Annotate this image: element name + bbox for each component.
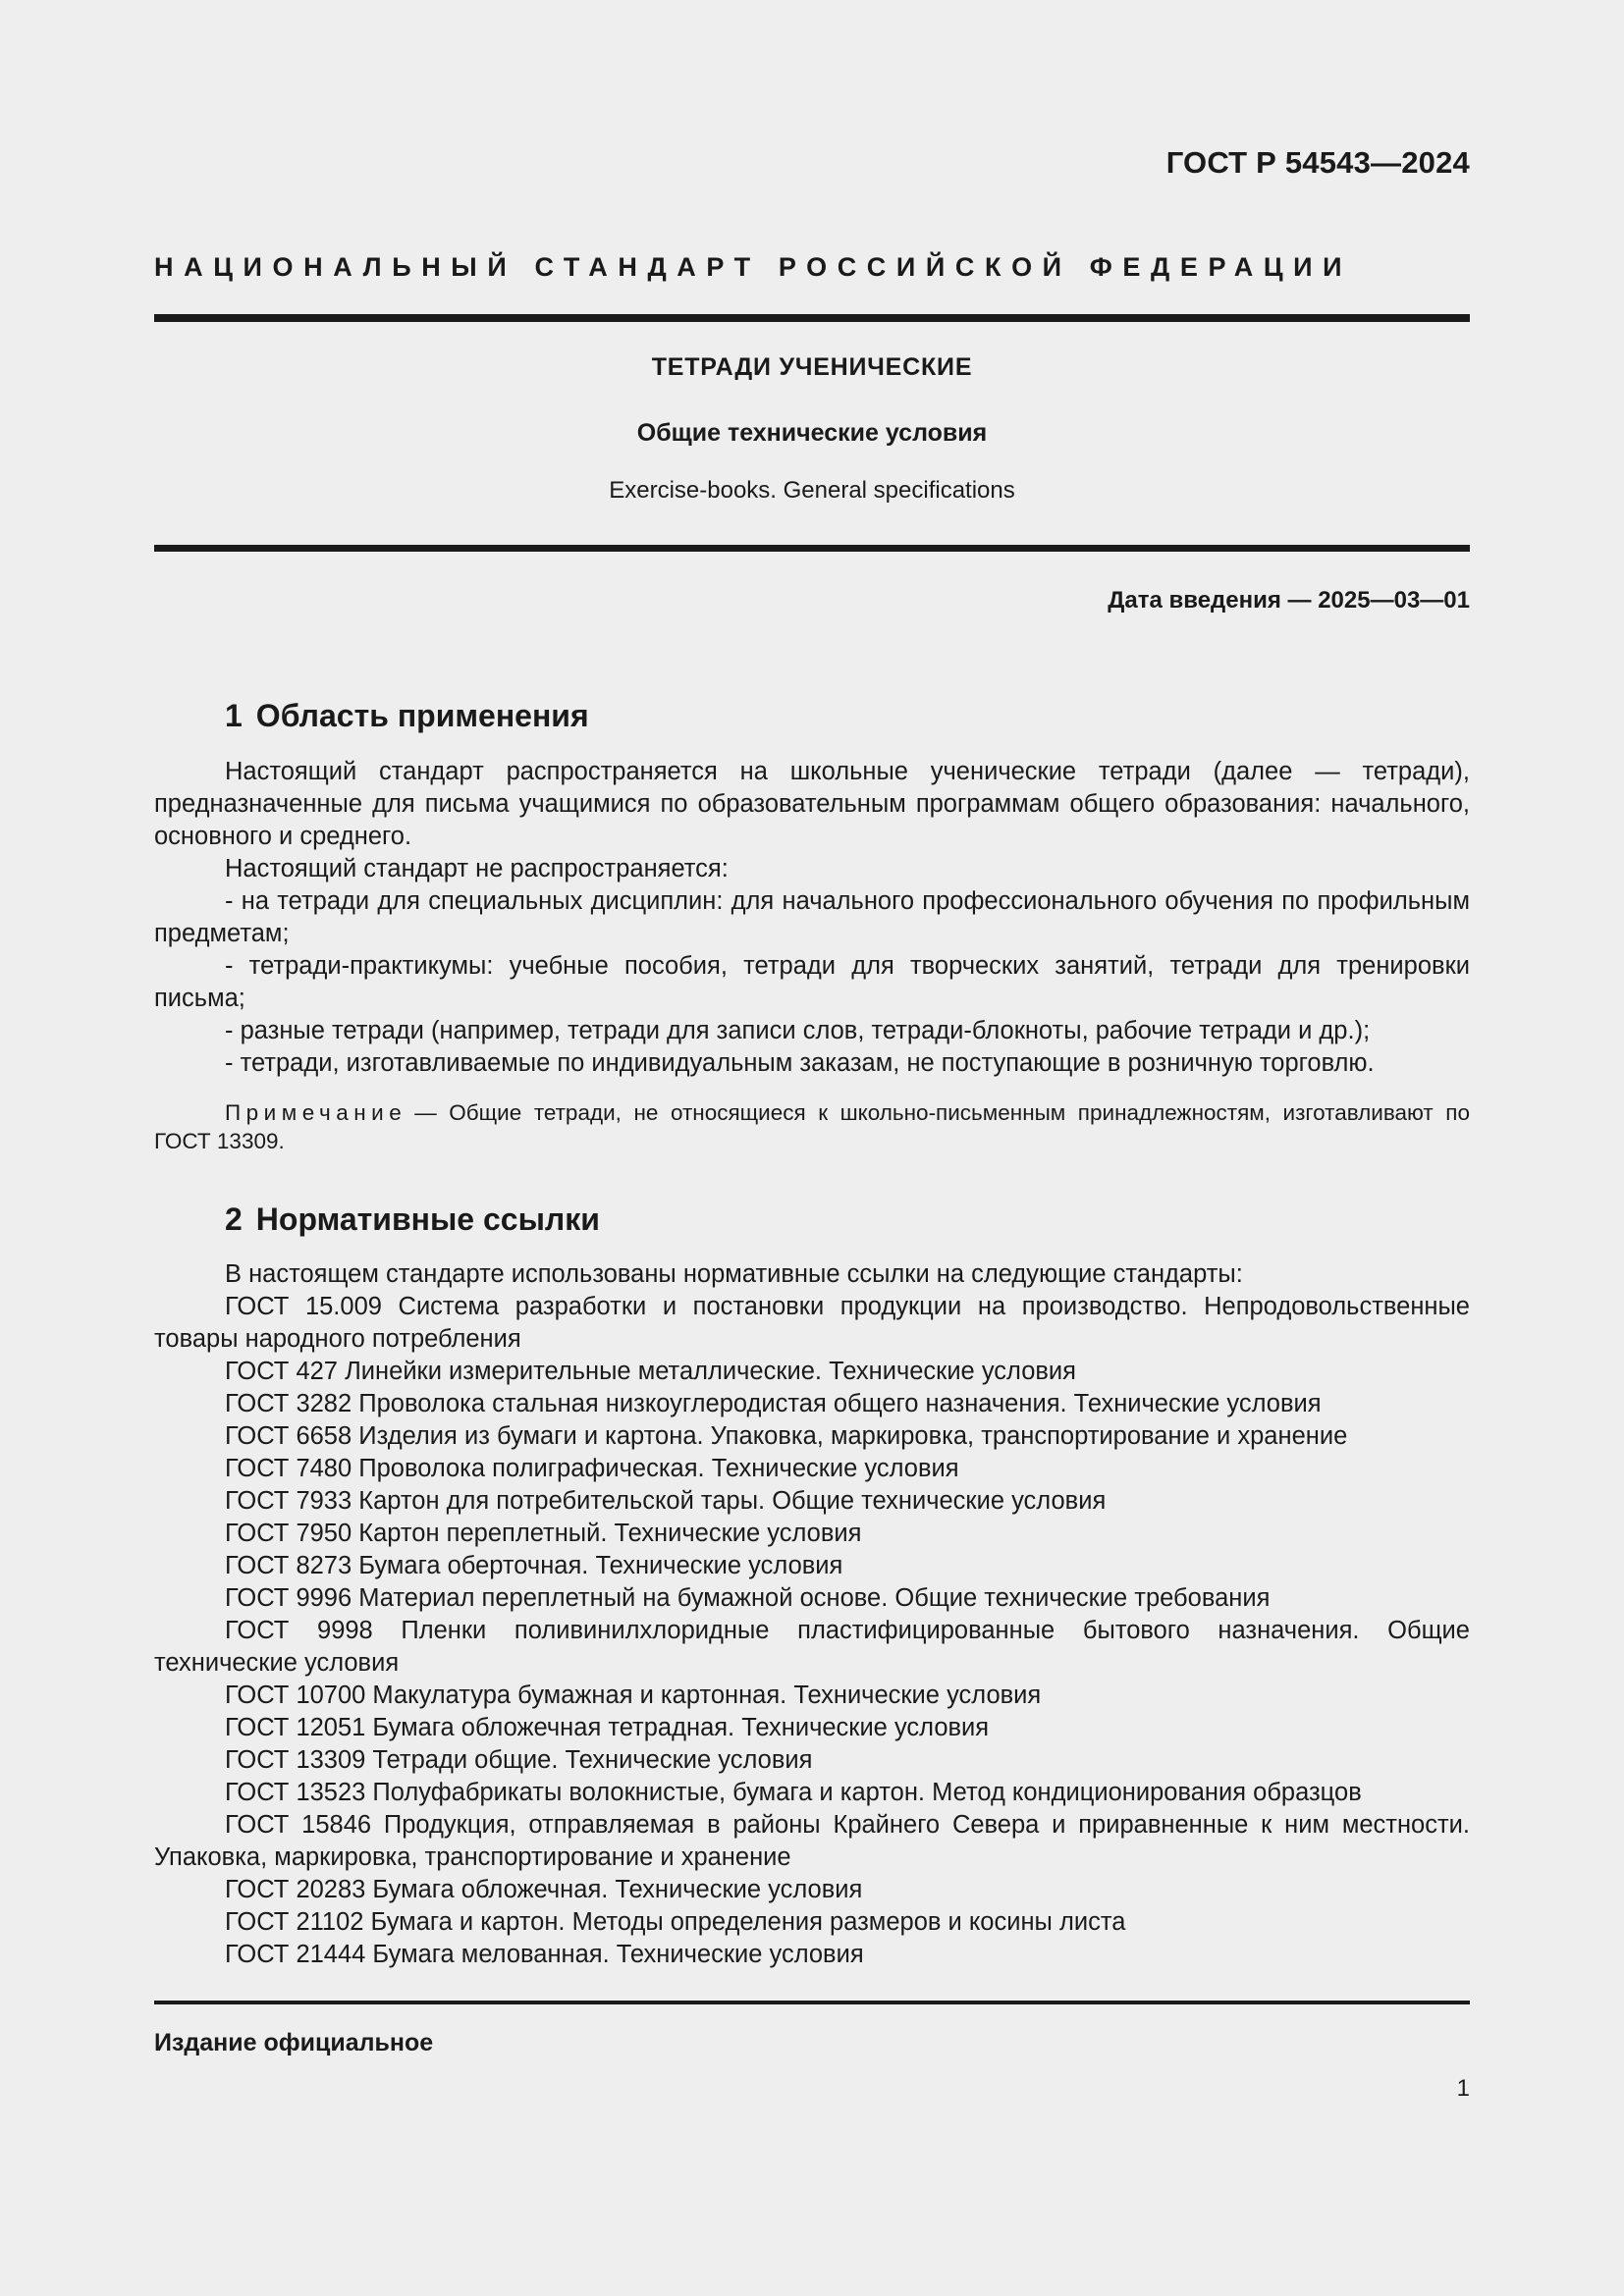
document-subtitle: Общие технические условия — [636, 419, 988, 447]
reference-item: ГОСТ 427 Линейки измерительные металлические. Технические условия — [225, 1358, 1076, 1385]
reference-item: ГОСТ 9996 Материал переплетный на бумажной основе. Общие технические требования — [225, 1584, 1271, 1612]
reference-item: ГОСТ 13309 Тетради общие. Технические условия — [225, 1746, 813, 1774]
reference-item: ГОСТ 3282 Проволока стальная низкоуглеродистая общего назначения. Технические условия — [225, 1390, 1322, 1417]
note-label: Примечание — [225, 1100, 407, 1125]
page-number: 1 — [1456, 2075, 1470, 2102]
reference-item: ГОСТ 8273 Бумага оберточная. Технические условия — [225, 1552, 843, 1579]
section-2-body — [154, 1258, 1470, 1971]
section-number: 2 — [225, 1201, 243, 1237]
section-1-body — [154, 756, 1470, 1080]
reference-item: ГОСТ 12051 Бумага обложечная тетрадная. Технические условия — [225, 1714, 990, 1741]
reference-item: ГОСТ 21102 Бумага и картон. Методы определения размеров и косины листа — [225, 1908, 1126, 1936]
section-title: Область применения — [255, 698, 589, 733]
section-2-heading — [225, 1201, 600, 1238]
reference-item: ГОСТ 20283 Бумага обложечная. Технические условия — [225, 1876, 863, 1903]
reference-item: ГОСТ 15.009 Система разработки и постановки продукции на производство. Непродовольственные товары народного потребления — [154, 1293, 1470, 1353]
paragraph: Настоящий стандарт распространяется на школьные ученические тетради (далее — тетради), предназначенные для письма учащимися по образовательным программам общего образования: начального, основного и среднего. — [154, 758, 1470, 850]
reference-item: ГОСТ 7950 Картон переплетный. Технические условия — [225, 1520, 862, 1547]
title-rule — [154, 545, 1470, 552]
note-text: — Общие тетради, не относящиеся к школьно-письменным принадлежностям, изготавливают по ГОСТ 13309. — [154, 1100, 1470, 1153]
list-item: - разные тетради (например, тетради для записи слов, тетради-блокноты, рабочие тетради и др.); — [225, 1017, 1371, 1044]
list-item: - тетради, изготавливаемые по индивидуальным заказам, не поступающие в розничную торговлю. — [225, 1049, 1375, 1077]
reference-item: ГОСТ 6658 Изделия из бумаги и картона. Упаковка, маркировка, транспортирование и хранение — [225, 1422, 1348, 1450]
footer-rule — [154, 2001, 1470, 2004]
document-page — [154, 0, 1470, 2296]
paragraph: В настоящем стандарте использованы нормативные ссылки на следующие стандарты: — [225, 1260, 1243, 1288]
reference-item: ГОСТ 9998 Пленки поливинилхлоридные пластифицированные бытового назначения. Общие технические условия — [154, 1617, 1470, 1677]
header-rule — [154, 314, 1470, 322]
section-1-heading — [225, 698, 589, 734]
reference-item: ГОСТ 13523 Полуфабрикаты волокнистые, бумага и картон. Метод кондиционирования образцов — [225, 1779, 1362, 1806]
note — [154, 1098, 1470, 1155]
reference-item: ГОСТ 7933 Картон для потребительской тары. Общие технические условия — [225, 1487, 1107, 1515]
list-item: - на тетради для специальных дисциплин: для начального профессионального обучения по профильным предметам; — [154, 887, 1470, 947]
introduction-date: Дата введения — 2025—03—01 — [1108, 587, 1470, 614]
list-item: - тетради-практикумы: учебные пособия, тетради для творческих занятий, тетради для тренировки письма; — [154, 952, 1470, 1012]
reference-item: ГОСТ 21444 Бумага мелованная. Технические условия — [225, 1941, 864, 1968]
document-number: ГОСТ Р 54543—2024 — [1165, 145, 1470, 180]
reference-item: ГОСТ 15846 Продукция, отправляемая в районы Крайнего Севера и приравненные к ним местности. Упаковка, маркировка, транспортирование и хранение — [154, 1811, 1470, 1871]
edition-label: Издание официальное — [154, 2029, 434, 2056]
section-number: 1 — [225, 698, 243, 733]
reference-item: ГОСТ 7480 Проволока полиграфическая. Технические условия — [225, 1455, 959, 1482]
paragraph: Настоящий стандарт не распространяется: — [225, 855, 729, 882]
document-title: ТЕТРАДИ УЧЕНИЧЕСКИЕ — [651, 353, 973, 381]
document-title-english: Exercise-books. General specifications — [609, 477, 1015, 504]
section-title: Нормативные ссылки — [255, 1201, 600, 1237]
reference-item: ГОСТ 10700 Макулатура бумажная и картонная. Технические условия — [225, 1682, 1042, 1709]
standard-banner: НАЦИОНАЛЬНЫЙ СТАНДАРТ РОССИЙСКОЙ ФЕДЕРАЦИИ — [154, 252, 1353, 282]
